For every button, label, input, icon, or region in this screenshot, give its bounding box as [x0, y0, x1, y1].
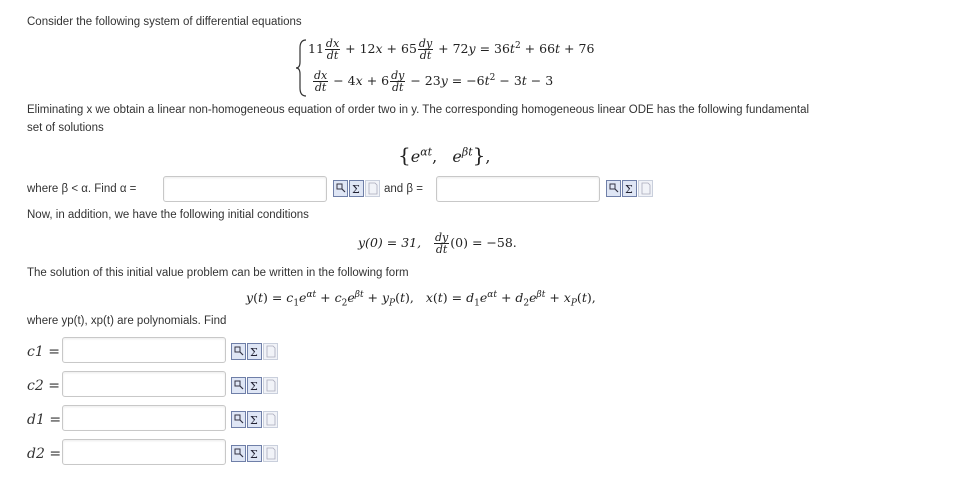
d2-input[interactable] [62, 439, 226, 465]
equation-1: 11 $\frac{dx}{dt}$ + 12x + 65 $\frac{dy}{dt}$ + $72y = 36t^2 + 66t + 76$ [308, 37, 595, 62]
beta-input[interactable] [436, 176, 600, 202]
equation-editor-icon[interactable] [247, 343, 262, 360]
equation-editor-icon[interactable] [622, 180, 637, 197]
preview-icon[interactable] [231, 377, 246, 394]
c2-label: c2 = [27, 378, 60, 394]
d1-label: d1 = [27, 412, 62, 428]
paragraph-eliminating-cont: set of solutions [27, 122, 104, 134]
svg-text:Σ: Σ [352, 183, 360, 196]
equation-editor-icon[interactable] [247, 377, 262, 394]
c2-input[interactable] [62, 371, 226, 397]
solution-form-text: The solution of this initial value problem can be written in the following form [27, 267, 409, 279]
fundamental-set: {$e^{\alpha t}$, $e^{\beta t}$}, [398, 143, 491, 167]
equation-editor-icon[interactable] [349, 180, 364, 197]
svg-text:Σ: Σ [250, 346, 258, 359]
equation-2: $\frac{dx}{dt}$ − 4x + 6 $\frac{dy}{dt}$ − $23y = -6t^2 - 3t - 3$ [314, 69, 554, 94]
help-icon[interactable] [263, 411, 278, 428]
equation-editor-icon[interactable] [247, 411, 262, 428]
c2-tools [231, 377, 278, 395]
find-beta-label: and β = [384, 183, 423, 195]
svg-text:Σ: Σ [250, 380, 258, 393]
help-icon[interactable] [263, 343, 278, 360]
initial-conditions-text: Now, in addition, we have the following initial conditions [27, 209, 309, 221]
d2-tools [231, 445, 278, 463]
paragraph-eliminating: Eliminating x we obtain a linear non-homogeneous equation of order two in y. The corresponding homogeneous linear ODE has the following fundamental [27, 104, 810, 116]
equation-editor-icon[interactable] [247, 445, 262, 462]
d1-input[interactable] [62, 405, 226, 431]
system-brace [296, 38, 308, 98]
find-constants-text: where yp(t), xp(t) are polynomials. Find [27, 315, 227, 327]
svg-text:Σ: Σ [250, 414, 258, 427]
alpha-tools [333, 180, 380, 198]
d2-label: d2 = [27, 446, 62, 462]
help-icon[interactable] [263, 445, 278, 462]
preview-icon[interactable] [231, 411, 246, 428]
c1-input[interactable] [62, 337, 226, 363]
preview-icon[interactable] [333, 180, 348, 197]
preview-icon[interactable] [231, 445, 246, 462]
intro-text: Consider the following system of differential equations [27, 16, 302, 28]
alpha-input[interactable] [163, 176, 327, 202]
svg-text:Σ: Σ [250, 448, 258, 461]
help-icon[interactable] [365, 180, 380, 197]
help-icon[interactable] [638, 180, 653, 197]
find-alpha-label: where β < α. Find α = [27, 183, 137, 195]
c1-label: c1 = [27, 344, 60, 360]
preview-icon[interactable] [231, 343, 246, 360]
help-icon[interactable] [263, 377, 278, 394]
svg-text:Σ: Σ [625, 183, 633, 196]
solution-form: $y(t) = c_1e^{\alpha t} + c_2e^{\beta t} + y_P(t)$, $x(t) = d_1e^{\alpha t} + d_2e^{\beta t} + x_P(t)$, [246, 290, 596, 309]
c1-tools [231, 343, 278, 361]
d1-tools [231, 411, 278, 429]
initial-conditions: y(0) = 31, $\frac{dy}{dt}$ (0) = −58. [358, 231, 517, 256]
beta-tools [606, 180, 653, 198]
preview-icon[interactable] [606, 180, 621, 197]
